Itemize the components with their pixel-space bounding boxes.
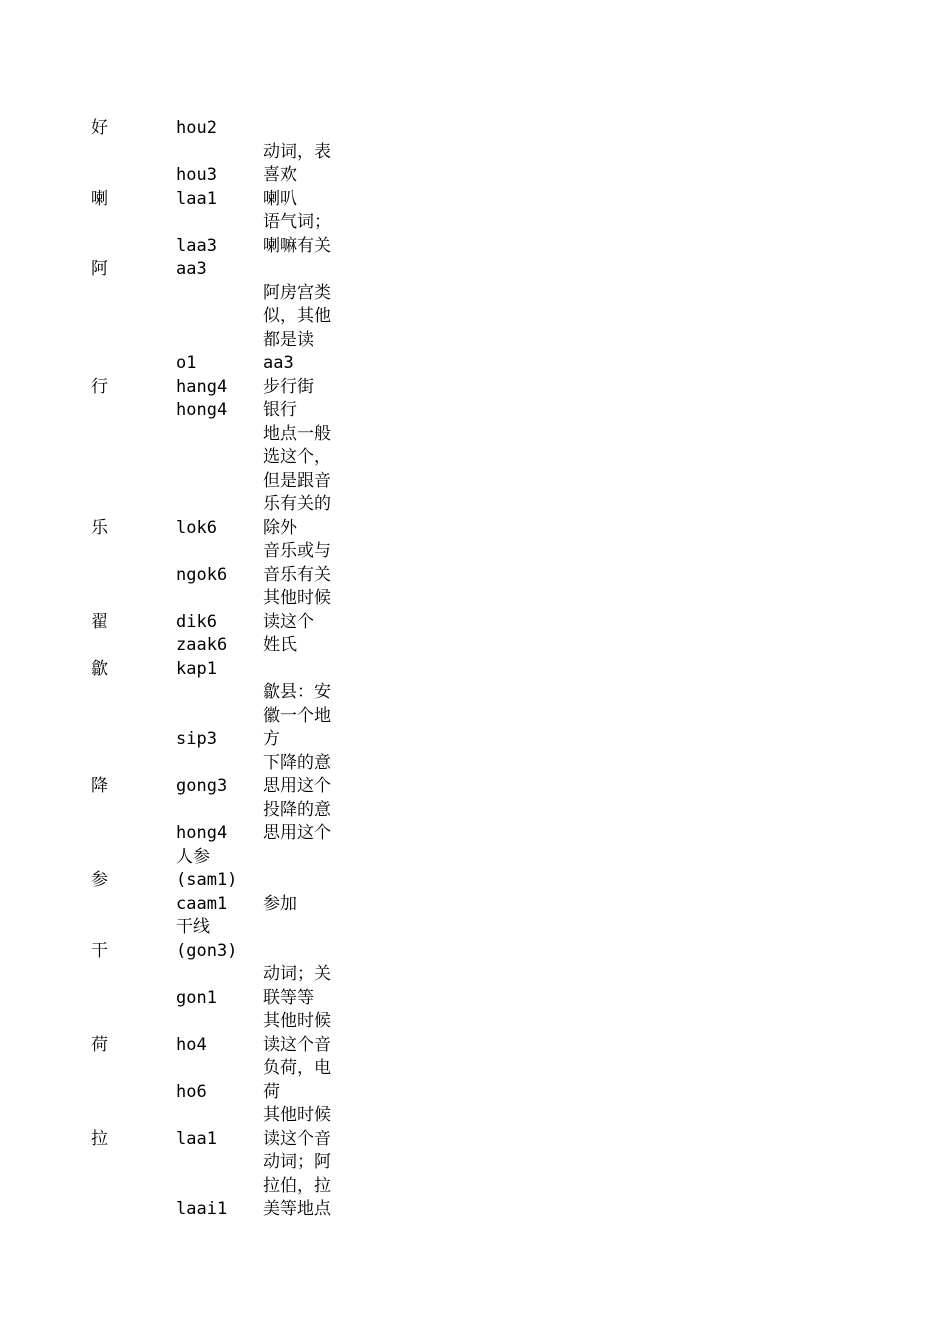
jyutping-text: 干线 — [176, 917, 210, 937]
note-text: 美等地点 — [263, 1199, 331, 1219]
jyutping-text: gon1 — [176, 987, 217, 1008]
note-text: 方 — [263, 729, 280, 749]
note-text: 读这个音 — [263, 1128, 331, 1149]
jyutping-text: hong4 — [176, 400, 228, 420]
jyutping-text: laa1 — [176, 188, 217, 209]
chinese-character: 参 — [91, 870, 108, 890]
note-text: 银行 — [263, 400, 297, 420]
note-text: 读这个音 — [263, 1034, 331, 1055]
note-text: 动词，表 — [263, 141, 331, 162]
note-text: 动词；关 — [263, 964, 331, 984]
note-text: 选这个， — [263, 447, 331, 467]
note-text: 姓氏 — [263, 635, 297, 655]
note-text: 其他时候 — [263, 1105, 331, 1125]
note-text: 动词；阿 — [263, 1152, 331, 1172]
chinese-character: 降 — [91, 776, 108, 796]
note-text: 投降的意 — [263, 799, 331, 820]
note-text: 下降的意 — [263, 752, 331, 773]
note-text: 参加 — [263, 893, 297, 914]
note-text: 思用这个 — [263, 776, 331, 796]
jyutping-text: (sam1) — [176, 870, 238, 890]
chinese-character: 阿 — [91, 259, 108, 279]
jyutping-text: caam1 — [176, 893, 228, 914]
note-text: 阿房宫类 — [263, 282, 331, 303]
jyutping-text: kap1 — [176, 658, 217, 679]
note-text: 似，其他 — [263, 306, 331, 326]
note-text: 拉伯，拉 — [263, 1175, 331, 1196]
note-text: 其他时候 — [263, 588, 331, 608]
note-text: 地点一般 — [263, 423, 331, 444]
jyutping-text: laai1 — [176, 1199, 228, 1219]
jyutping-text: ho6 — [176, 1081, 207, 1102]
note-text: 徽一个地 — [263, 705, 331, 726]
jyutping-text: hong4 — [176, 823, 228, 843]
jyutping-text: lok6 — [176, 517, 217, 538]
jyutping-text: o1 — [176, 353, 197, 373]
jyutping-text: zaak6 — [176, 635, 228, 655]
chinese-character: 喇 — [91, 188, 108, 209]
chinese-character: 干 — [91, 940, 108, 961]
jyutping-text: dik6 — [176, 611, 217, 632]
jyutping-text: 人参 — [176, 846, 210, 867]
note-text: 都是读 — [263, 329, 314, 350]
jyutping-text: laa1 — [176, 1128, 217, 1149]
chinese-character: 拉 — [91, 1128, 108, 1149]
jyutping-text: hang4 — [176, 376, 228, 397]
jyutping-text: hou3 — [176, 165, 217, 185]
note-text: 喜欢 — [263, 165, 297, 185]
chinese-character: 好 — [91, 118, 108, 138]
jyutping-text: (gon3) — [176, 940, 238, 961]
note-text: 荷 — [263, 1081, 280, 1102]
jyutping-text: sip3 — [176, 729, 217, 749]
jyutping-text: ngok6 — [176, 564, 228, 585]
chinese-character: 歙 — [91, 658, 108, 679]
jyutping-text: hou2 — [176, 118, 217, 138]
note-text: 思用这个 — [263, 823, 331, 843]
chinese-character: 行 — [91, 376, 108, 397]
note-text: 喇叭 — [263, 188, 297, 209]
note-text: 乐有关的 — [263, 494, 331, 514]
note-text: 歙县：安 — [263, 682, 331, 702]
jyutping-text: aa3 — [176, 259, 207, 279]
chinese-character: 荷 — [91, 1034, 108, 1055]
note-text: aa3 — [263, 353, 294, 373]
jyutping-text: laa3 — [176, 235, 217, 256]
note-text: 喇嘛有关 — [263, 235, 331, 256]
jyutping-text: ho4 — [176, 1034, 207, 1055]
note-text: 语气词； — [263, 212, 331, 232]
note-text: 负荷，电 — [263, 1058, 331, 1078]
chinese-character: 翟 — [91, 611, 108, 632]
note-text: 音乐或与 — [263, 541, 331, 561]
note-text: 其他时候 — [263, 1011, 331, 1031]
chinese-character: 乐 — [91, 517, 108, 538]
note-text: 除外 — [263, 517, 297, 538]
note-text: 读这个 — [263, 611, 314, 632]
note-text: 步行街 — [263, 376, 314, 397]
note-text: 联等等 — [263, 987, 314, 1008]
note-text: 音乐有关 — [263, 564, 331, 585]
jyutping-text: gong3 — [176, 776, 228, 796]
note-text: 但是跟音 — [263, 470, 331, 491]
